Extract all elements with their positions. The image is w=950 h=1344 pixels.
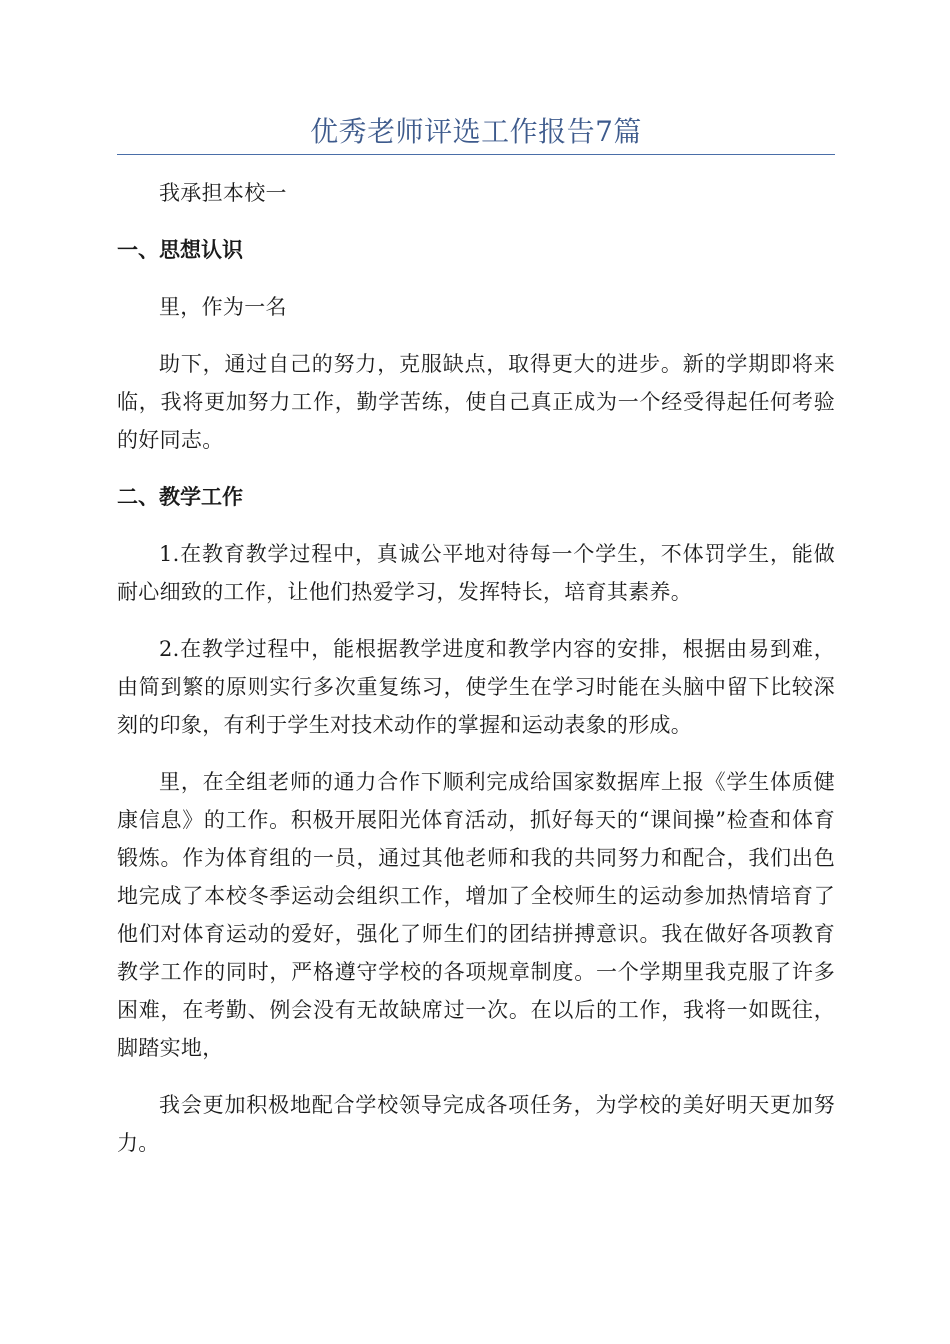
paragraph-activities: 里，在全组老师的通力合作下顺利完成给国家数据库上报《学生体质健康信息》的工作。积极开展阳光体育活动，抓好每天的“课间操”检查和体育锻炼。作为体育组的一员，通过其他老师和我的共同努力和配合，我们出色地完成了本校冬季运动会组织工作，增加了全校师生的运动参加热情培育了他们对体育运动的爱好，强化了师生们的团结拼搏意识。我在做好各项教育教学工作的同时，严格遵守学校的各项规章制度。一个学期里我克服了许多困难，在考勤、例会没有无故缺席过一次。在以后的工作，我将一如既往，脚踏实地，	[117, 770, 835, 1060]
paragraph-point-1: 1.在教育教学过程中，真诚公平地对待每一个学生，不体罚学生，能做耐心细致的工作，让他们热爱学习，发挥特长，培育其素养。	[117, 542, 835, 604]
title-underline	[117, 154, 835, 155]
paragraph-progress: 助下，通过自己的努力，克服缺点，取得更大的进步。新的学期即将来临，我将更加努力工作，勤学苦练，使自己真正成为一个经受得起任何考验的好同志。	[117, 352, 835, 452]
document-body	[117, 174, 835, 1181]
paragraph-closing: 我会更加积极地配合学校领导完成各项任务，为学校的美好明天更加努力。	[117, 1093, 835, 1155]
document-title: 优秀老师评选工作报告7篇	[310, 115, 642, 148]
paragraph-role: 里，作为一名	[159, 295, 287, 319]
section-heading-thought: 一、思想认识	[117, 238, 243, 262]
paragraph-intro: 我承担本校一	[159, 181, 287, 205]
paragraph-point-2: 2.在教学过程中，能根据教学进度和教学内容的安排，根据由易到难，由简到繁的原则实行多次重复练习，使学生在学习时能在头脑中留下比较深刻的印象，有利于学生对技术动作的掌握和运动表象的形成。	[117, 637, 835, 737]
section-heading-teaching: 二、教学工作	[117, 485, 243, 509]
document-page	[117, 0, 835, 1344]
